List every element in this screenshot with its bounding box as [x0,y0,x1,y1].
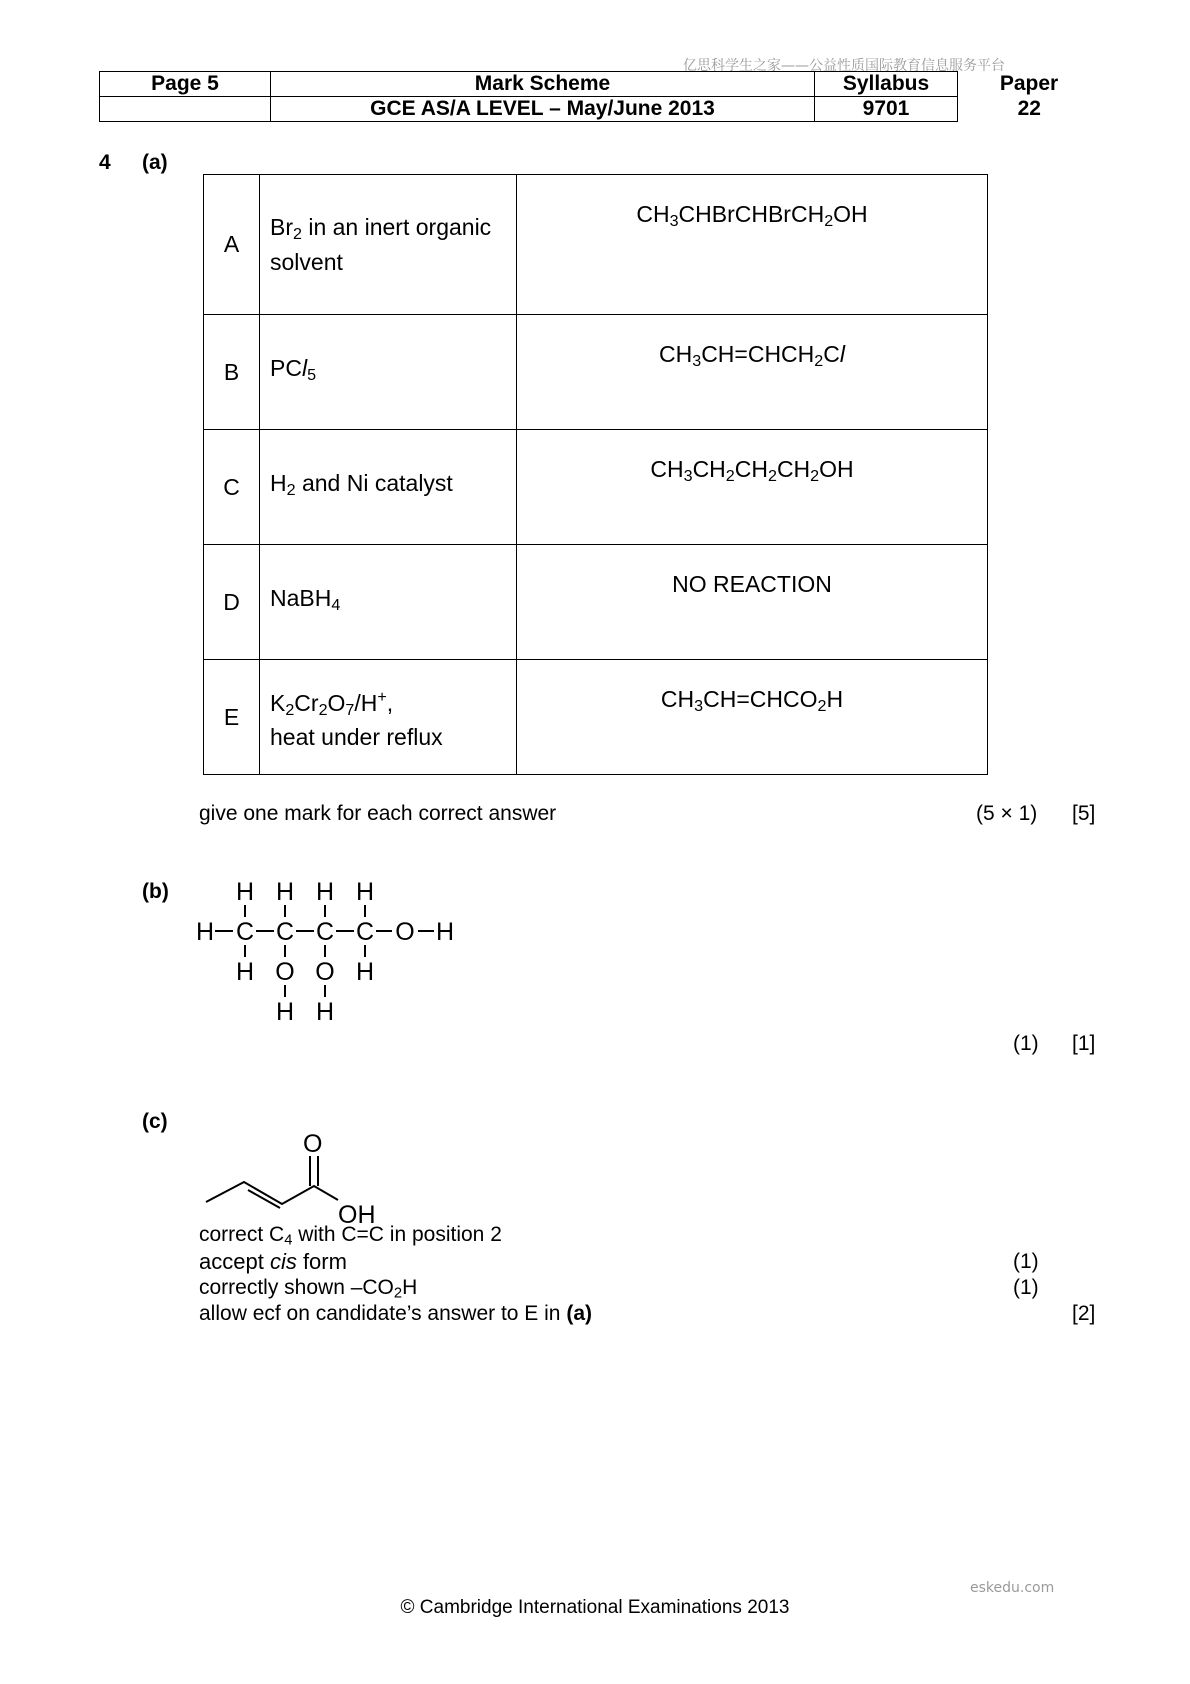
row-letter: E [204,660,260,775]
atom-h: H [235,958,255,986]
row-product [517,660,988,775]
row-letter: D [204,545,260,660]
header-paper-code: 22 [1017,97,1041,120]
atom-o: O [395,918,415,946]
atom-c: C [315,918,335,946]
table-row [204,660,988,775]
part-c-mark-2: (1) [1013,1276,1039,1299]
part-c-line-1: correct $C_4$ with C=C in position 2 [199,1223,502,1249]
part-a-total: [5] [1072,802,1096,825]
part-c-line-2: accept cis form [199,1249,347,1274]
row-product-text: NO REACTION [672,571,832,597]
atom-h: H [315,878,335,906]
header-empty-cell [100,97,271,122]
row-reagent: NaBH$_4$ [260,545,517,660]
part-a-note: give one mark for each correct answer [199,802,557,825]
row-product-text: $CH_3CH=CHCH_2Cl$ [659,341,845,371]
header-title: Mark Scheme [271,72,815,97]
atom-o: O [275,958,295,986]
watermark-site: eskedu.com [970,1580,1055,1596]
row-product [517,175,988,315]
part-c-mark-1: (1) [1013,1250,1039,1273]
row-reagent: PCl$_5$ [260,315,517,430]
butenoic-acid-skeletal [200,1128,400,1226]
atom-h: H [315,998,335,1026]
row-product-text: $CH_3CHBrCHBrCH_2OH$ [636,201,868,231]
row-letter: A [204,175,260,315]
butane-triol-structure [190,872,470,1032]
atom-h: H [355,878,375,906]
header-table [99,71,1101,122]
part-b-total: [1] [1072,1032,1096,1055]
row-reagent: $K_2Cr_2O_7/H^+$, heat under reflux [260,660,517,775]
table-row [204,545,988,660]
header-syllabus-code: 9701 [815,97,958,122]
part-b-label: (b) [142,880,169,903]
row-reagent: $H_2$ and Ni catalyst [260,430,517,545]
row-product [517,430,988,545]
part-c-total: [2] [1072,1302,1096,1325]
row-letter: C [204,430,260,545]
atom-h: H [355,958,375,986]
row-reagent: $Br_2$ in an inert organic solvent [260,175,517,315]
table-row [204,430,988,545]
atom-h: H [435,918,455,946]
header-page: Page 5 [100,72,271,97]
part-a-label: (a) [142,151,168,174]
atom-c: C [275,918,295,946]
table-row [204,315,988,430]
header-syllabus-label: Syllabus [815,72,958,97]
row-letter: B [204,315,260,430]
atom-h: H [275,998,295,1026]
atom-o: O [303,1130,323,1158]
header-paper-label: Paper [999,72,1059,95]
part-c-label: (c) [142,1110,168,1133]
table-row [204,175,988,315]
row-product [517,545,988,660]
row-product [517,315,988,430]
footer-copyright: © Cambridge International Examinations 2013 [400,1597,790,1618]
watermark-text: 亿思科学生之家——公益性质国际教育信息服务平台 [683,58,1005,74]
atom-o: O [315,958,335,986]
row-product-text: $CH_3CH_2CH_2CH_2OH$ [650,456,854,486]
atom-c: C [235,918,255,946]
part-c-line-3: correctly shown $-CO_2H$ [199,1276,418,1302]
row-product-text: $CH_3CH=CHCO_2H$ [660,686,844,716]
atom-h: H [195,918,215,946]
atom-h: H [275,878,295,906]
atom-c: C [355,918,375,946]
part-b-marks: (1) [1013,1032,1039,1055]
answer-table [203,174,988,775]
atom-oh: OH [338,1201,376,1226]
atom-h: H [235,878,255,906]
header-exam: GCE AS/A LEVEL – May/June 2013 [271,97,815,122]
question-number: 4 [99,151,111,174]
part-a-marks: (5 × 1) [976,802,1038,825]
part-c-line-4: allow ecf on candidate’s answer to E in (a) [199,1302,592,1325]
